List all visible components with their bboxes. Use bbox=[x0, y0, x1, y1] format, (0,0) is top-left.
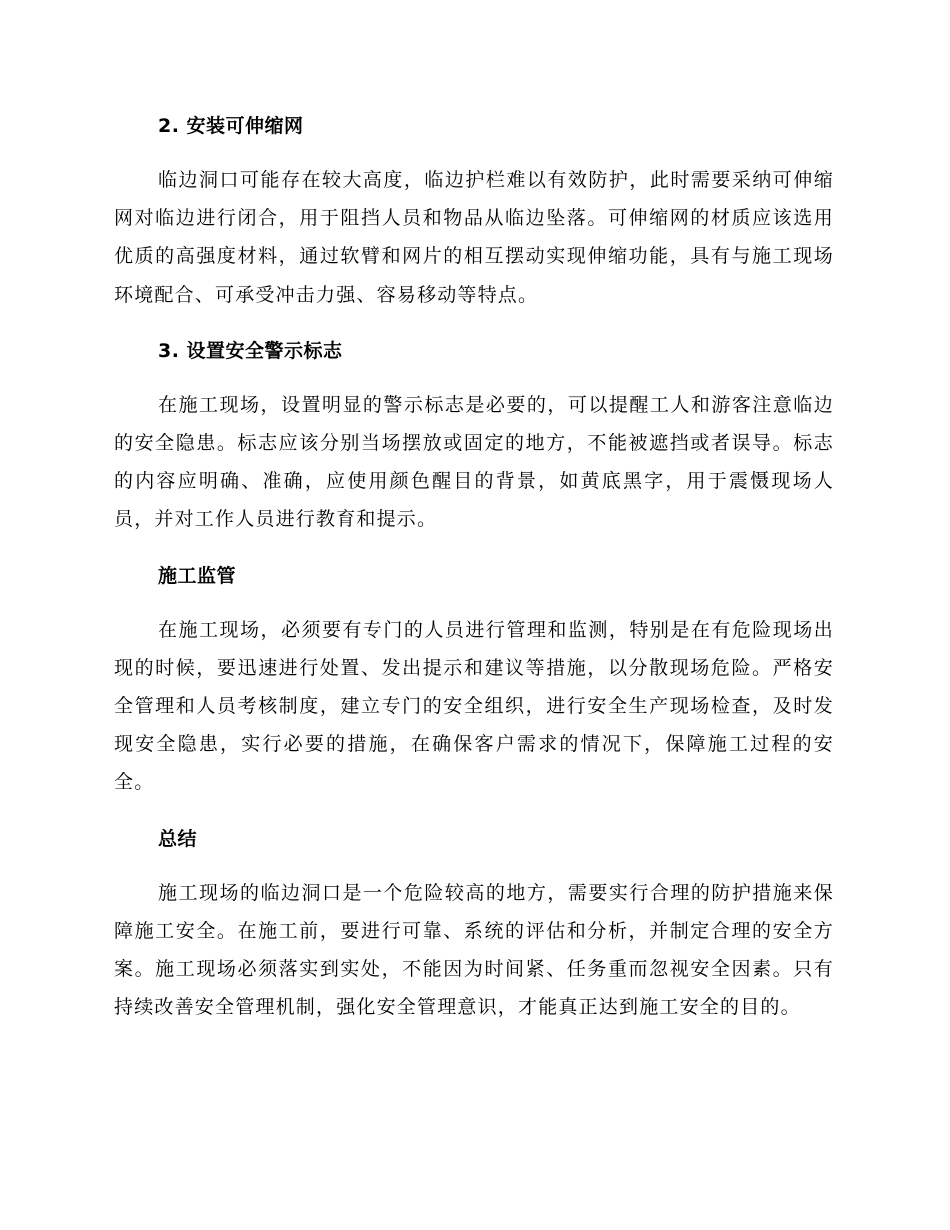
section-heading: 总结 bbox=[158, 827, 198, 850]
section-safety-warning-signs bbox=[114, 333, 834, 539]
section-heading: 3. 设置安全警示标志 bbox=[158, 339, 343, 362]
document-body bbox=[114, 108, 834, 1045]
section-heading: 施工监管 bbox=[158, 564, 237, 587]
section-paragraph: 临边洞口可能存在较大高度，临边护栏难以有效防护，此时需要采纳可伸缩网对临边进行闭合，用于阻挡人员和物品从临边坠落。可伸缩网的材质应该选用优质的高强度材料，通过软臂和网片的相互摆动实现伸缩功能，具有与施工现场环境配合、可承受冲击力强、容易移动等特点。 bbox=[114, 169, 834, 306]
section-construction-supervision bbox=[114, 558, 834, 802]
section-install-retractable-net bbox=[114, 108, 834, 314]
section-summary bbox=[114, 821, 834, 1027]
section-paragraph: 在施工现场，必须要有专门的人员进行管理和监测，特别是在有危险现场出现的时候，要迅速进行处置、发出提示和建议等措施，以分散现场危险。严格安全管理和人员考核制度，建立专门的安全组织，进行安全生产现场检查，及时发现安全隐患，实行必要的措施，在确保客户需求的情况下，保障施工过程的安全。 bbox=[114, 618, 834, 794]
section-heading: 2. 安装可伸缩网 bbox=[158, 115, 304, 137]
section-paragraph: 在施工现场，设置明显的警示标志是必要的，可以提醒工人和游客注意临边的安全隐患。标志应该分别当场摆放或固定的地方，不能被遮挡或者误导。标志的内容应明确、准确，应使用颜色醒目的背景，如黄底黑字，用于震慑现场人员，并对工作人员进行教育和提示。 bbox=[114, 393, 834, 531]
section-paragraph: 施工现场的临边洞口是一个危险较高的地方，需要实行合理的防护措施来保障施工安全。在施工前，要进行可靠、系统的评估和分析，并制定合理的安全方案。施工现场必须落实到实处，不能因为时间紧、任务重而忽视安全因素。只有持续改善安全管理机制，强化安全管理意识，才能真正达到施工安全的目的。 bbox=[114, 881, 834, 1019]
